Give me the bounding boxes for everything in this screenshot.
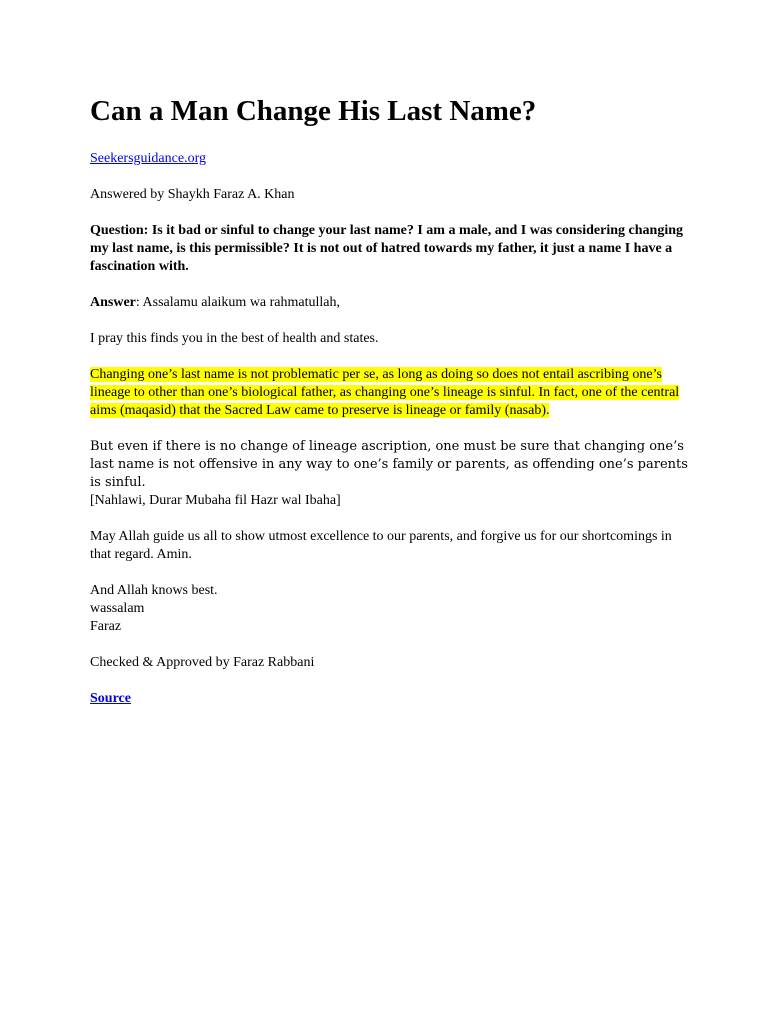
answered-by: Answered by Shaykh Faraz A. Khan — [90, 187, 295, 202]
site-link-paragraph — [90, 150, 690, 168]
closing-block — [90, 582, 690, 636]
closing-line-3: Faraz — [90, 619, 122, 634]
checked-approved: Checked & Approved by Faraz Rabbani — [90, 655, 315, 670]
lineage-paragraph — [90, 438, 690, 510]
site-link[interactable]: Seekersguidance.org — [90, 151, 206, 166]
lineage-text: But even if there is no change of lineage ascription, one must be sure that changing one’s last name is not offensive in any way to one’s family or parents, as offending one’s parents is sinful. — [90, 439, 688, 490]
dua-paragraph: May Allah guide us all to show utmost excellence to our parents, and forgive us for our shortcomings in that regard. Amin. — [90, 529, 672, 562]
answer-paragraph — [90, 294, 690, 312]
citation: [Nahlawi, Durar Mubaha fil Hazr wal Ibaha] — [90, 493, 341, 508]
closing-line-2: wassalam — [90, 601, 145, 616]
highlighted-paragraph — [90, 366, 690, 420]
document-body — [90, 92, 690, 726]
source-paragraph — [90, 690, 690, 708]
pray-paragraph: I pray this finds you in the best of health and states. — [90, 331, 379, 346]
closing-line-1: And Allah knows best. — [90, 583, 218, 598]
answer-greeting: : Assalamu alaikum wa rahmatullah, — [135, 295, 341, 310]
page-title: Can a Man Change His Last Name? — [90, 95, 537, 127]
answer-label: Answer — [90, 295, 136, 310]
source-link[interactable]: Source — [90, 691, 131, 706]
question-paragraph: Question: Is it bad or sinful to change your last name? I am a male, and I was considering changing my last name, is this permissible? It is not out of hatred towards my father, it just a name I have a fascination with. — [90, 223, 683, 274]
highlighted-text: Changing one’s last name is not problematic per se, as long as doing so does not entail ascribing one’s lineage to other than one’s biological father, as changing one’s lineage is sinful. In fact, one of the central aims (maqasid) that the Sacred Law came to preserve is lineage or family (nasab). — [90, 367, 680, 418]
